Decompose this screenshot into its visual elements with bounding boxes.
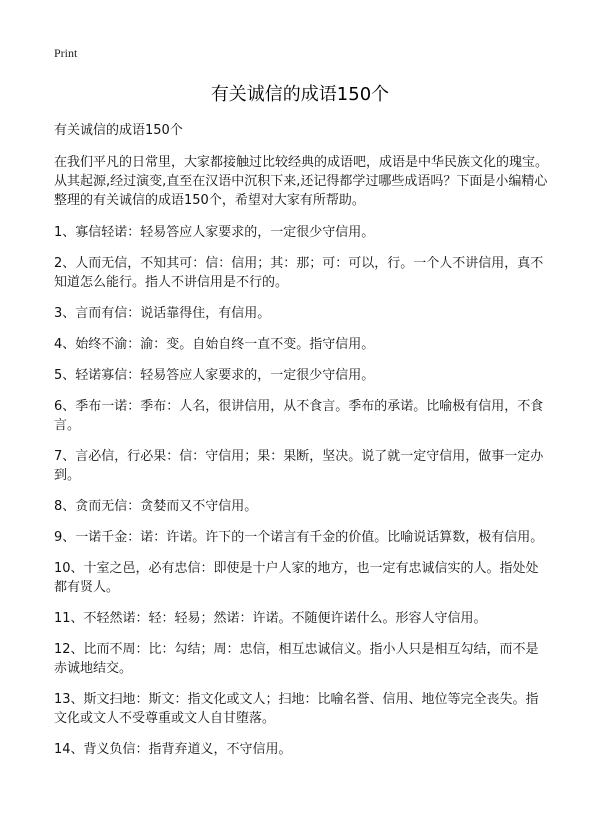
idiom-item: 12、比而不周：比：勾结；周：忠信，相互忠诚信义。指小人只是相互勾结，而不是赤诚地结交。: [54, 642, 539, 676]
idiom-item: 2、人而无信，不知其可：信：信用；其：那；可：可以，行。一个人不讲信用，真不知道怎么能行。指人不讲信用是不行的。: [54, 256, 544, 290]
idiom-item: 14、背义负信：指背弃道义，不守信用。: [54, 742, 292, 757]
idiom-item: 1、寡信轻诺：轻易答应人家要求的，一定很少守信用。: [54, 225, 375, 240]
idiom-item: 13、斯文扫地：斯文：指文化或文人；扫地：比喻名誉、信用、地位等完全丧失。指文化或文人不受尊重或文人自甘堕落。: [54, 692, 539, 726]
intro-paragraph: 在我们平凡的日常里，大家都接触过比较经典的成语吧，成语是中华民族文化的瑰宝。从其起源,经过演变,直至在汉语中沉积下来,还记得都学过哪些成语吗？下面是小编精心整理的有关诚信的成语150个，希望对大家有所帮助。: [54, 155, 549, 208]
page-title: 有关诚信的成语150个: [210, 84, 390, 105]
idiom-item: 5、轻诺寡信：轻易答应人家要求的，一定很少守信用。: [54, 368, 375, 383]
idiom-item: 8、贪而无信：贪婪而又不守信用。: [54, 499, 258, 514]
idiom-item: 6、季布一诺：季布：人名，很讲信用，从不食言。季布的承诺。比喻极有信用，不食言。: [54, 399, 544, 433]
idiom-item: 10、十室之邑，必有忠信：即使是十户人家的地方，也一定有忠诚信实的人。指处处都有贤人。: [54, 561, 539, 595]
idiom-item: 3、言而有信：说话靠得住，有信用。: [54, 306, 271, 321]
print-link[interactable]: Print: [54, 46, 78, 60]
article-subtitle: 有关诚信的成语150个: [54, 123, 183, 138]
idiom-item: 4、始终不渝：渝：变。自始自终一直不变。指守信用。: [54, 337, 375, 352]
idiom-item: 9、一诺千金：诺：许诺。许下的一个诺言有千金的价值。比喻说话算数，极有信用。: [54, 530, 544, 545]
idiom-item: 7、言必信，行必果：信：守信用；果：果断，坚决。说了就一定守信用，做事一定办到。: [54, 449, 544, 483]
article-body: [54, 121, 551, 771]
idiom-item: 11、不轻然诺：轻：轻易；然诺：许诺。不随便许诺什么。形容人守信用。: [54, 611, 487, 626]
